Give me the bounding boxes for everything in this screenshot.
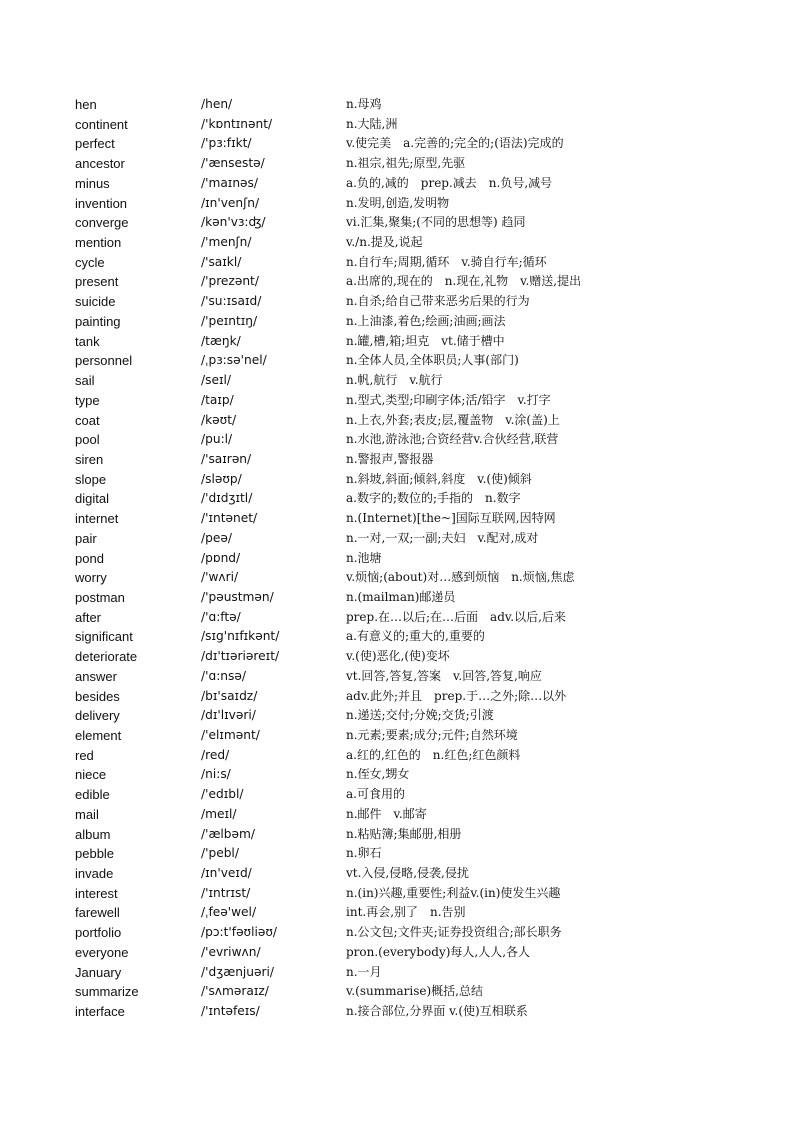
vocab-definition: n.元素;要素;成分;元件;自然环境 — [346, 728, 518, 742]
vocab-word: slope — [75, 471, 107, 487]
vocab-phonetic: /sɪg'nɪfɪkənt/ — [201, 629, 280, 644]
vocab-word: digital — [75, 491, 109, 507]
vocab-phonetic: /'dʒænjuəri/ — [201, 964, 275, 979]
vocab-word: summarize — [75, 984, 139, 1000]
vocab-word: suicide — [75, 294, 116, 310]
vocab-word: niece — [75, 767, 107, 783]
vocab-phonetic: /'kɒntɪnənt/ — [201, 116, 273, 131]
vocab-word: perfect — [75, 136, 115, 152]
vocab-phonetic: /dɪ'lɪvəri/ — [201, 708, 256, 723]
vocab-phonetic: /'prezənt/ — [201, 274, 259, 289]
vocab-definition: n.自行车;周期,循环 v.骑自行车;循环 — [346, 254, 547, 269]
vocab-phonetic: /ɪn'venʃn/ — [201, 195, 260, 210]
vocab-row — [0, 529, 800, 549]
vocab-word: significant — [75, 629, 133, 645]
vocab-word: cycle — [75, 254, 105, 270]
vocab-row — [0, 95, 800, 115]
vocab-definition: pron.(everybody)每人,人人,各人 — [346, 944, 531, 959]
vocab-definition: a.负的,减的 prep.减去 n.负号,减号 — [346, 175, 553, 190]
vocab-row — [0, 805, 800, 825]
vocab-row — [0, 647, 800, 667]
vocab-word: everyone — [75, 944, 129, 960]
vocab-row — [0, 687, 800, 707]
vocab-row — [0, 568, 800, 588]
vocab-definition: n.上油漆,着色;绘画;油画;画法 — [346, 313, 506, 328]
vocab-definition: n.斜坡,斜面;倾斜,斜度 v.(使)倾斜 — [346, 471, 532, 486]
vocab-word: sail — [75, 373, 95, 389]
vocab-row — [0, 549, 800, 569]
vocab-row — [0, 982, 800, 1002]
vocab-phonetic: /ɪn'veɪd/ — [201, 866, 252, 881]
vocab-phonetic: /'edɪbl/ — [201, 787, 244, 802]
vocab-row — [0, 746, 800, 766]
vocab-definition: adv.此外;并且 prep.于…之外;除…以外 — [346, 688, 567, 703]
vocab-word: internet — [75, 511, 119, 527]
vocab-word: farewell — [75, 905, 120, 921]
vocab-row — [0, 489, 800, 509]
vocab-phonetic: /'saɪkl/ — [201, 254, 242, 269]
vocab-word: painting — [75, 313, 121, 329]
vocab-phonetic: /hen/ — [201, 97, 233, 111]
vocab-word: type — [75, 392, 100, 408]
vocab-definition: v.(summarise)概括,总结 — [346, 984, 483, 999]
vocab-definition: n.公文包;文件夹;证券投资组合;部长职务 — [346, 925, 562, 940]
vocab-phonetic: /bɪ'saɪdz/ — [201, 688, 258, 703]
vocab-phonetic: /'dɪdʒɪtl/ — [201, 491, 253, 506]
vocab-row — [0, 194, 800, 214]
vocab-row — [0, 213, 800, 233]
vocab-row — [0, 706, 800, 726]
vocab-word: red — [75, 747, 94, 763]
vocab-phonetic: /ˌfeə'wel/ — [201, 905, 257, 920]
vocab-word: January — [75, 964, 122, 980]
vocab-phonetic: /'menʃn/ — [201, 235, 252, 250]
vocab-row — [0, 825, 800, 845]
vocab-definition: n.(Internet)[the~]国际互联网,因特网 — [346, 511, 556, 526]
vocab-phonetic: /'pebl/ — [201, 846, 239, 861]
vocab-definition: vt.回答,答复,答案 v.回答,答复,响应 — [346, 668, 542, 683]
vocab-definition: n.接合部位,分界面 v.(使)互相联系 — [346, 1004, 528, 1019]
vocab-row — [0, 450, 800, 470]
vocab-definition: n.(in)兴趣,重要性;利益v.(in)使发生兴趣 — [346, 885, 561, 900]
vocab-definition: n.侄女,甥女 — [346, 767, 410, 782]
vocab-word: interface — [75, 1004, 125, 1020]
vocab-row — [0, 884, 800, 904]
vocab-definition: n.水池,游泳池;合资经营v.合伙经营,联营 — [346, 432, 559, 447]
vocab-phonetic: /kən'vɜ:ʤ/ — [201, 215, 266, 230]
vocab-row — [0, 963, 800, 983]
vocab-phonetic: /pɔ:t'fəʊliəʊ/ — [201, 925, 277, 940]
vocab-word: worry — [75, 570, 107, 586]
vocab-phonetic: /'evriwʌn/ — [201, 944, 261, 959]
vocab-word: personnel — [75, 353, 133, 369]
vocab-phonetic: /dɪ'tɪəriəreɪt/ — [201, 649, 280, 664]
vocab-definition: vt.入侵,侵略,侵袭,侵扰 — [346, 866, 469, 881]
vocab-definition: prep.在…以后;在…后面 adv.以后,后来 — [346, 609, 566, 624]
vocab-definition: a.出席的,现在的 n.现在,礼物 v.赠送,提出 — [346, 274, 582, 289]
vocab-word: ancestor — [75, 156, 125, 172]
vocab-word: answer — [75, 668, 117, 684]
vocab-row — [0, 312, 800, 332]
vocab-word: converge — [75, 215, 129, 231]
vocab-row — [0, 470, 800, 490]
vocab-row — [0, 943, 800, 963]
vocab-row — [0, 391, 800, 411]
vocab-word: pebble — [75, 846, 115, 862]
vocab-definition: n.一对,一双;一副;夫妇 v.配对,成对 — [346, 530, 539, 545]
vocab-definition: n.母鸡 — [346, 97, 382, 111]
vocab-phonetic: /'pɜ:fɪkt/ — [201, 136, 252, 151]
vocab-row — [0, 233, 800, 253]
vocab-word: invention — [75, 195, 128, 211]
vocab-phonetic: /'wʌri/ — [201, 570, 239, 585]
vocab-phonetic: /ˌpɜ:sə'nel/ — [201, 353, 267, 368]
vocab-phonetic: /peə/ — [201, 530, 232, 545]
vocab-definition: n.粘贴簿;集邮册,相册 — [346, 826, 462, 841]
vocab-definition: n.大陆,洲 — [346, 116, 398, 131]
vocab-row — [0, 371, 800, 391]
vocab-definition: n.警报声,警报器 — [346, 451, 434, 466]
vocab-phonetic: /pu:l/ — [201, 432, 233, 447]
vocab-row — [0, 430, 800, 450]
vocab-word: interest — [75, 885, 118, 901]
vocab-definition: a.红的,红色的 n.红色;红色颜料 — [346, 747, 521, 762]
vocab-word: mail — [75, 806, 99, 822]
vocab-row — [0, 608, 800, 628]
vocab-definition: n.卵石 — [346, 846, 382, 861]
vocab-phonetic: /'ɪntəfeɪs/ — [201, 1004, 260, 1019]
vocab-definition: n.邮件 v.邮寄 — [346, 806, 427, 821]
vocab-phonetic: /pɒnd/ — [201, 550, 241, 565]
vocab-row — [0, 174, 800, 194]
vocab-row — [0, 411, 800, 431]
vocab-row — [0, 332, 800, 352]
vocab-definition: n.型式,类型;印刷字体;活/铅字 v.打字 — [346, 392, 551, 407]
vocab-definition: v.(使)恶化,(使)变坏 — [346, 649, 450, 664]
vocab-phonetic: /red/ — [201, 747, 230, 762]
vocab-row — [0, 844, 800, 864]
vocab-definition: n.罐,槽,箱;坦克 vt.储于槽中 — [346, 333, 505, 348]
vocab-row — [0, 588, 800, 608]
vocab-phonetic: /'elɪmənt/ — [201, 728, 260, 742]
vocab-phonetic: /taɪp/ — [201, 392, 234, 407]
vocab-definition: n.(mailman)邮递员 — [346, 589, 456, 604]
vocab-word: coat — [75, 412, 100, 428]
vocab-word: postman — [75, 589, 125, 605]
vocab-row — [0, 903, 800, 923]
vocab-phonetic: /'ɪntənet/ — [201, 511, 258, 526]
vocab-row — [0, 134, 800, 154]
vocab-row — [0, 351, 800, 371]
vocab-definition: n.池塘 — [346, 550, 382, 565]
vocab-definition: n.递送;交付;分娩;交货;引渡 — [346, 708, 494, 723]
vocab-row — [0, 1002, 800, 1022]
vocab-word: tank — [75, 333, 100, 349]
vocab-word: invade — [75, 866, 114, 882]
vocab-definition: n.上衣,外套;表皮;层,覆盖物 v.涂(盖)上 — [346, 412, 560, 427]
vocab-row — [0, 726, 800, 746]
vocab-row — [0, 253, 800, 273]
vocab-word: pool — [75, 432, 100, 448]
vocab-definition: v.使完美 a.完善的;完全的;(语法)完成的 — [346, 136, 564, 151]
vocab-row — [0, 272, 800, 292]
vocab-row — [0, 115, 800, 135]
vocab-phonetic: /'sʌməraɪz/ — [201, 984, 269, 999]
vocab-definition: v.烦恼;(about)对…感到烦恼 n.烦恼,焦虑 — [346, 570, 575, 585]
vocab-word: hen — [75, 97, 97, 112]
vocab-definition: n.祖宗,祖先;原型,先驱 — [346, 156, 466, 171]
vocab-phonetic: /kəʊt/ — [201, 412, 237, 427]
vocab-row — [0, 864, 800, 884]
vocab-definition: vi.汇集,聚集;(不同的思想等) 趋同 — [346, 215, 526, 230]
vocab-phonetic: /'pəustmən/ — [201, 589, 274, 604]
vocab-definition: n.一月 — [346, 964, 382, 979]
vocab-definition: v./n.提及,说起 — [346, 235, 423, 250]
vocab-phonetic: /ni:s/ — [201, 767, 231, 782]
vocab-word: present — [75, 274, 119, 290]
vocab-phonetic: /seɪl/ — [201, 373, 231, 388]
vocab-phonetic: /'peɪntɪŋ/ — [201, 313, 258, 328]
vocab-word: edible — [75, 787, 110, 803]
vocab-definition: a.有意义的;重大的,重要的 — [346, 629, 485, 644]
vocab-word: siren — [75, 451, 104, 467]
vocab-phonetic: /'ɪntrɪst/ — [201, 885, 251, 900]
vocab-word: portfolio — [75, 925, 122, 941]
vocab-definition: a.可食用的 — [346, 787, 405, 802]
vocab-word: deteriorate — [75, 649, 138, 665]
vocab-definition: n.发明,创造,发明物 — [346, 195, 450, 210]
vocab-row — [0, 785, 800, 805]
vocab-phonetic: /'ænsestə/ — [201, 156, 265, 171]
vocab-word: pond — [75, 550, 104, 566]
vocab-phonetic: /'ɑ:nsə/ — [201, 668, 246, 683]
vocab-definition: n.全体人员,全体职员;人事(部门) — [346, 353, 519, 368]
vocab-phonetic: /'ælbəm/ — [201, 826, 256, 841]
vocab-word: element — [75, 728, 122, 743]
vocab-definition: n.帆,航行 v.航行 — [346, 373, 443, 388]
vocab-word: minus — [75, 175, 110, 191]
vocab-word: after — [75, 609, 102, 625]
vocab-word: continent — [75, 116, 128, 132]
vocab-word: besides — [75, 688, 120, 704]
vocab-phonetic: /'saɪrən/ — [201, 451, 252, 466]
vocab-phonetic: /tæŋk/ — [201, 333, 241, 348]
vocab-row — [0, 292, 800, 312]
vocab-phonetic: /meɪl/ — [201, 806, 237, 821]
vocab-definition: n.自杀;给自己带来恶劣后果的行为 — [346, 294, 530, 309]
vocab-row — [0, 509, 800, 529]
vocab-word: album — [75, 826, 111, 842]
vocab-row — [0, 923, 800, 943]
vocab-word: pair — [75, 530, 97, 546]
vocab-phonetic: /'su:ɪsaɪd/ — [201, 294, 262, 309]
vocab-definition: a.数字的;数位的;手指的 n.数字 — [346, 491, 521, 506]
vocab-definition: int.再会,别了 n.告别 — [346, 905, 466, 920]
vocab-phonetic: /sləʊp/ — [201, 471, 242, 486]
vocab-row — [0, 154, 800, 174]
vocab-word: delivery — [75, 708, 120, 724]
vocab-phonetic: /'ɑ:ftə/ — [201, 609, 241, 624]
vocab-row — [0, 765, 800, 785]
vocab-row — [0, 667, 800, 687]
vocab-word: mention — [75, 235, 122, 251]
vocab-row — [0, 627, 800, 647]
vocab-phonetic: /'maɪnəs/ — [201, 175, 259, 190]
vocabulary-list — [0, 95, 800, 1022]
